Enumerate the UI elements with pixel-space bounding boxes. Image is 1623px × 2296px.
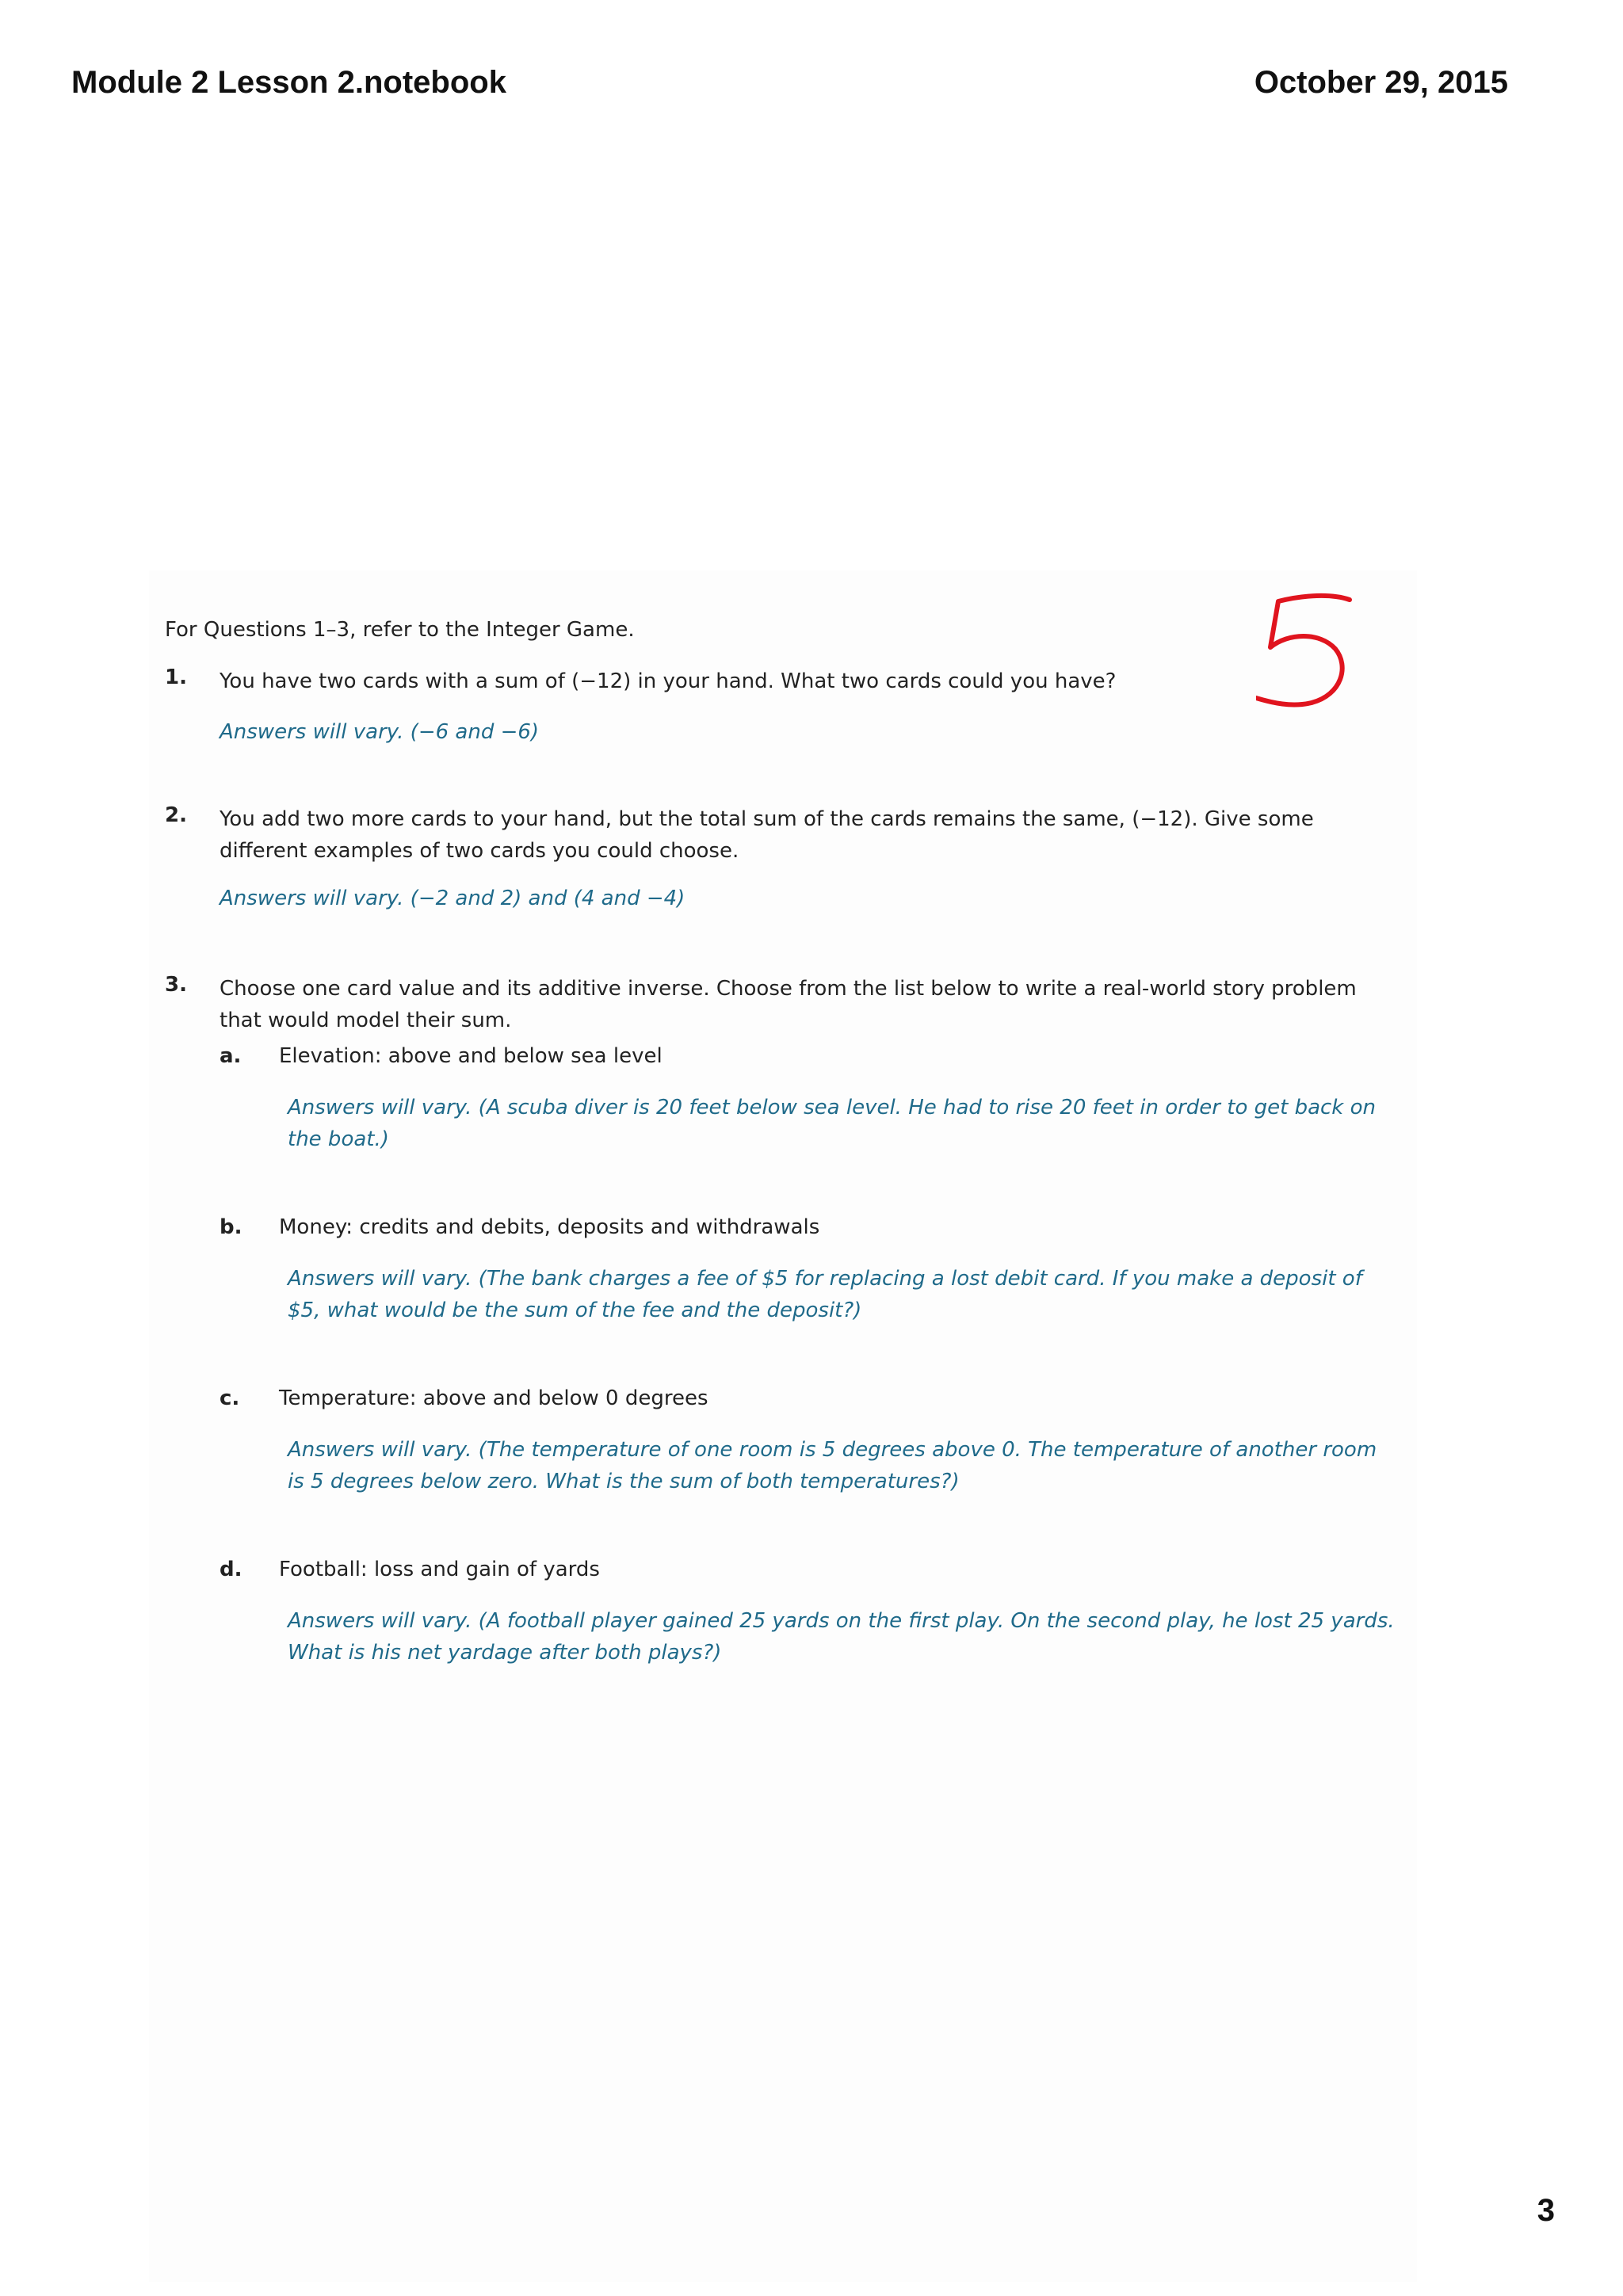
answer-text: Answers will vary. (−2 and 2) and (4 and −4) <box>220 887 685 910</box>
question-text: You have two cards with a sum of (−12) in your hand. What two cards could you have? <box>220 669 1117 693</box>
question-number: 3. <box>165 973 187 997</box>
question-number: 1. <box>165 666 187 689</box>
part-prompt: Football: loss and gain of yards <box>279 1558 600 1581</box>
part-prompt: Elevation: above and below sea level <box>279 1044 663 1068</box>
handwritten-grade-mark <box>1256 590 1359 717</box>
part-letter: c. <box>220 1386 240 1410</box>
part-letter: d. <box>220 1558 242 1581</box>
part-answer: Answers will vary. (The bank charges a fee of $5 for replacing a lost debit card. If you make a deposit of $5, what would be the sum of the fee and the deposit?) <box>288 1267 1362 1322</box>
question-number: 2. <box>165 803 187 827</box>
part-letter: a. <box>220 1044 242 1068</box>
answer-text: Answers will vary. (−6 and −6) <box>220 720 540 744</box>
part-letter: b. <box>220 1215 242 1239</box>
part-answer: Answers will vary. (A scuba diver is 20 feet below sea level. He had to rise 20 feet in order to get back on the boat.) <box>288 1096 1377 1151</box>
part-prompt: Temperature: above and below 0 degrees <box>279 1386 708 1410</box>
page-number: 3 <box>1537 2193 1555 2228</box>
page-date: October 29, 2015 <box>1254 65 1508 100</box>
question-text: Choose one card value and its additive inverse. Choose from the list below to write a real-world story problem that would model their sum. <box>220 977 1357 1032</box>
part-prompt: Money: credits and debits, deposits and withdrawals <box>279 1215 820 1239</box>
intro-text: For Questions 1–3, refer to the Integer Game. <box>165 618 635 642</box>
part-answer: Answers will vary. (A football player gained 25 yards on the first play. On the second play, he lost 25 yards. What is his net yardage after both plays?) <box>288 1609 1395 1665</box>
notebook-title: Module 2 Lesson 2.notebook <box>71 65 506 100</box>
part-answer: Answers will vary. (The temperature of one room is 5 degrees above 0. The temperature of another room is 5 degrees below zero. What is the sum of both temperatures?) <box>288 1438 1377 1493</box>
question-text: You add two more cards to your hand, but the total sum of the cards remains the same, (−12). Give some different examples of two cards you could choose. <box>220 807 1314 863</box>
